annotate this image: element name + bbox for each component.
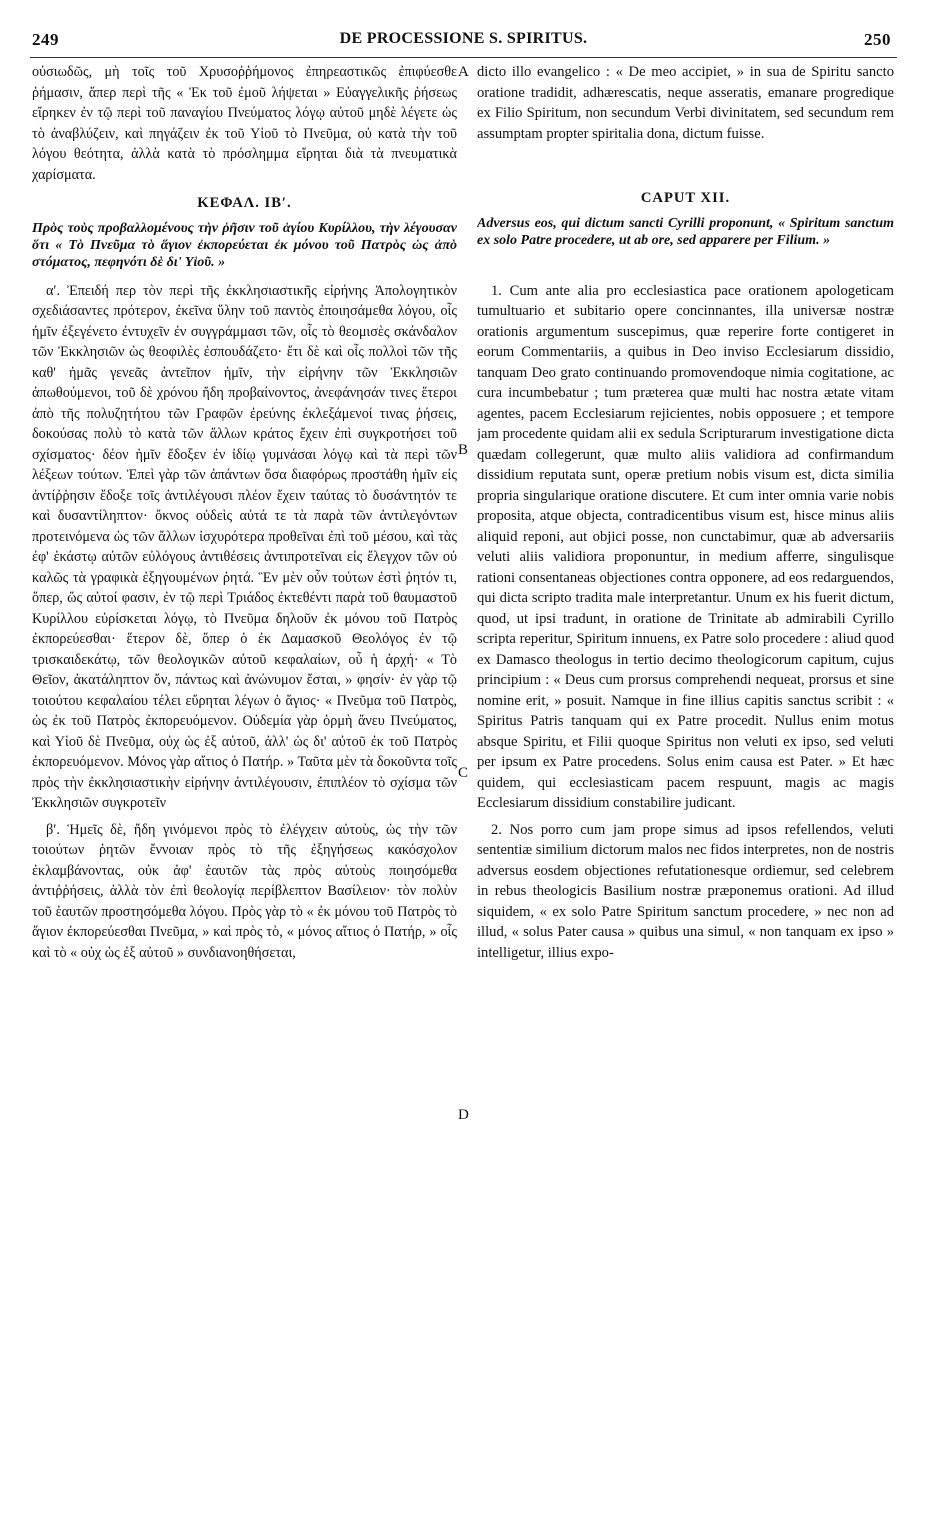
margin-letter-a: A	[458, 64, 469, 80]
margin-letter-c: C	[458, 765, 469, 781]
greek-paragraph-1: αʹ. Ἐπειδή περ τὸν περὶ τῆς ἐκκλησιαστικῆς εἰρήνης Ἀπολογητικὸν σχεδιάσαντες πρότερον, ἐκεῖνα ὕλην τοῦ παντὸς ἐποιησάμεθα λόγου, οἷς ἡμῖν ἐξεγένετο ἐντυχεῖν ἐν συγγράμμασι τῶν, οἷς τὸ θεομισὲς σκάνδαλον τῶν Ἐκκλησιῶν ὡς θεοφιλὲς ἐσπουδάζετο· ἔτι δὲ καὶ οἷς πολλοὶ τῶν τῆς καθ' ἡμᾶς γενεᾶς ἀντεῖπον ἡμῖν, τὴν εἰρήνην τῶν Ἐκκλησιῶν ἀπωθούμενοι, τοῦ δὲ χρόνου ἤδη προβαίνοντος, ἀνεφάνησάν τινες ἕτεροι ἀπὸ τῆς πολυζητήτου τῶν Γραφῶν ἐρεύνης ἐκλεξάμενοί τινας ῥήσεις, δοκούσας πολὺ τὸ κατὰ τῶν ἄλλων κράτος ἔχειν ἐπὶ συγκροτήσει τοῦ σχίσματος· δέον ἡμῖν ἔδοξεν ἐν ἰδίῳ γυμνάσαι λόγῳ καὶ τὰ περὶ τῶν λέξεων τούτων. Ἐπεὶ γὰρ τῶν ἁπάντων ὅσα διαφόρως προστάθη ἡμῖν εἰς ἀντίῤῥησιν ἔδοξε τοῖς ἀντιλέγουσι πλέον ἔχειν ταύτας τὸ δυσάντητόν τε καὶ δυσαντίληπτον· ὄκνος οὐδεὶς αὐτά τε τὰ παρὰ τῶν ἀντιλεγόντων προτεινόμενα ὡς τῶν ἄλλων ἰσχυρότερα προθεῖναι ἐπὶ τοῦ μέσου, καὶ τὰς ἐφ' ἑκάστῳ αὐτῶν εὐλόγους ἀντιθέσεις ἀντιπροτεῖναι εἰς ἔλεγχον τῶν οὐ καλῶς τὰ γραφικὰ ἐξηγουμένων ῥητά. Ἓν μὲν οὖν τούτων ἐστὶ ῥητόν τι, ὅπερ, ὥς αὐτοί φασιν, ἐν τῷ περὶ Τριάδος ἐκτεθέντι παρὰ τοῦ θαυμαστοῦ Κυρίλλου εὑρίσκεται λόγῳ, τὸ Πνεῦμα δηλοῦν ἐκ μόνου τοῦ Πατρὸς ἐκπορεύεσθαι· ἕτερον δὲ, ὅπερ ὁ ἐκ Δαμασκοῦ Θεολόγος ἐν τῷ τρισκαιδεκάτῳ, τῶν θεολογικῶν αὐτοῦ κεφαλαίων, οὗ ἡ ἀρχή· « Τὸ Θεῖον, ἀκατάληπτον ὄν, πάντως καὶ ἀνώνυμον ἔσται, » φησίν· ἐν γὰρ τῷ τοιούτου κεφαλαίου τέλει εὔρηται λέγων ὁ ἅγιος· « Πνεῦμα τοῦ Πατρὸς, ὡς ἐκ τοῦ Πατρὸς ἐκπορευόμενον. Οὐδεμία γὰρ ὁρμὴ ἄνευ Πνεύματος, καὶ Υἱοῦ δὲ Πνεῦμα, οὐχ ὡς ἐξ αὐτοῦ, ἀλλ' ὡς δι' αὐτοῦ ἐκ τοῦ Πατρὸς ἐκπορευόμενον. Μόνος γὰρ αἴτιος ὁ Πατήρ. » Ταῦτα μὲν τὰ δοκοῦντα τοῖς πρὸς τὴν ἐκκλησιαστικὴν εἰρήνην ἀντιλέγουσιν, ἐπιπλέον τὸ σχίσμα τῶν Ἐκκλησιῶν συγκροτεῖν	[32, 282, 457, 811]
latin-intro-paragraph: dicto illo evangelico : « De meo accipiet, » in sua de Spiritu sancto oratione tradidit, adhærescatis, neque asseratis, emanare progredique ex Filio Spiritum, non secundum Verbi divinitatem, sed secundum rem assumptam propter spiritalia dona, dictum fuisse.	[477, 64, 894, 142]
page-number-right: 250	[864, 30, 891, 49]
latin-paragraph-2: 2. Nos porro cum jam prope simus ad ipsos refellendos, veluti sententiæ similium dictorum malos nec fidos interpretes, non de nostris adversus eosdem objectiones refutationesque ordiemur, sed celebrem in rebus theologicis Basilium nostræ præponemus orationi. Ad illud siquidem, « ex solo Patre Spiritum sanctum procedere, » nec non ad illud, « solus Pater causa » quibus una simul, « non tanquam ex ipso » intelligetur, illius expo-	[477, 821, 894, 961]
greek-chapter-subtitle: Πρὸς τοὺς προβαλλομένους τὴν ῥῆσιν τοῦ ἁγίου Κυρίλλου, τὴν λέγουσαν ὅτι « Τὸ Πνεῦμα τὸ ἅγιον ἐκπορεύεται ἐκ μόνου τοῦ Πατρὸς ὡς ἀπὸ στόματος, πεφηνότι δὲ δι' Υἱοῦ. »	[32, 220, 457, 270]
greek-paragraph-2: βʹ. Ἡμεῖς δὲ, ἤδη γινόμενοι πρὸς τὸ ἐλέγχειν αὐτοὺς, ὡς τὴν τῶν τοιούτων ῥητῶν ἔννοιαν πρὸς τὸ τῆς ἐξηγήσεως κακόσχολον ἐκλαμβάνοντας, οὐκ ἀφ' ἑαυτῶν τὰς πρὸς αὐτοὺς ποιησόμεθα ἀντιῤῥήσεις, ἀλλὰ τὸν ἐπὶ θεολογίᾳ περίβλεπτον Βασίλειον· τὸν πολὺν τοῦ ἑαυτῶν προστησόμεθα λόγου. Πρὸς γὰρ τὸ « ἐκ μόνου τοῦ Πατρὸς τὸ ἅγιον ἐκπορεύεσθαι Πνεῦμα, » καὶ πρὸς τὸ, « μόνος αἴτιος ὁ Πατήρ, » οἷς καὶ τὸ « οὐχ ὡς ἐξ αὐτοῦ » συνδιανοηθήσεται,	[32, 821, 457, 961]
greek-column	[32, 62, 457, 1532]
page-number-left: 249	[32, 30, 59, 49]
latin-column	[477, 62, 894, 1532]
latin-chapter-subtitle: Adversus eos, qui dictum sancti Cyrilli proponunt, « Spiritum sanctum ex solo Patre procedere, ut ab ore, sed apparere per Filium. »	[477, 215, 894, 248]
greek-chapter-heading: ΚΕΦΑΛ. ΙΒʹ.	[197, 195, 292, 211]
margin-letter-d: D	[458, 1107, 469, 1123]
running-header	[0, 30, 927, 56]
running-title: DE PROCESSIONE S. SPIRITUS.	[339, 30, 588, 47]
greek-intro-paragraph: οὐσιωδῶς, μὴ τοῖς τοῦ Χρυσοῤῥήμονος ἐπηρεαστικῶς ἐπιφύεσθε ῥήμασιν, ἅπερ περὶ τῆς « Ἐκ τοῦ ἐμοῦ λήψεται » Εὐαγγελικῆς ῥήσεως εἴρηκεν ἐν τῷ περὶ τοῦ παναγίου Πνεύματος λόγῳ αὐτοῦ μηδὲ λέγετε ὡς τὸ ἀναβλύζειν, καὶ πηγάζειν ἐκ τοῦ Υἱοῦ τὸ Πνεῦμα, οὐ κατὰ τὴν τοῦ λόγου θεότητα, ἀλλὰ κατὰ τὸ πρόσλημμα εἴρηται διὰ τὰ πνευματικὰ χαρίσματα.	[32, 64, 457, 183]
margin-letter-b: B	[458, 442, 469, 458]
latin-chapter-heading: CAPUT XII.	[640, 190, 731, 206]
latin-paragraph-1: 1. Cum ante alia pro ecclesiastica pace orationem apologeticam tumultuario et subitario opere concinnantes, illa universæ nostræ orationis argumentum suscepimus, quæ reperire forte contigeret in eorum Commentariis, a quibus in Deo inviso Ecclesiarum dissidio, tanquam Deo grato continuando promovendoque nimia cogitatione, ac cura incumbebatur ; tum præterea quæ multi hac nostra ætate vitam agentes, pacem Ecclesiarum rejicientes, nobis opposuere ; et tempore jam procedente quidam alii ex sedula Scripturarum investigatione dicta quædam collegerunt, quæ multo aliis validiora ad confirmandum dissidium reputata sunt, operæ pretium nobis visum est, dicta similia propria singularique oratione discutere. Et cum inter omnia varie nobis proposita, atque objecta, contradicentibus visum est, hisce minus aliis aliquid reponi, aut objici posse, non cunctabimur, quæ ab adversariis veluti aliis validiora proponuntur, in medium afferre, singulisque rationi consentaneas objectiones contra opponere, ad eos redarguendos, qui dicta scripto tradita male interpretantur. Unum ex his fuerit dictum, quod, ut ipsi tradunt, in oratione de Trinitate ab admirabili Cyrillo scripta reperitur, Spiritum innuens, ex Patre solo procedere : aliud quod ex Damasco theologus in tertio decimo theologicorum capitum, cujus principium : « Deus cum prorsus comprehendi nequeat, prorsus et sine nomine erit, » posuit. Namque in fine illius capitis sanctus scribit : « Spiritus Patris tanquam qui ex Patre procedit. Nullus enim motus absque Spiritu, et Filii quoque Spiritus non veluti ex ipso, sed veluti per ipsum ex Patre procedens. Solus enim causa est Pater. » Et hæc quidem, qui ecclesiasticam pacem respuunt, magis ac magis Ecclesiarum dissidium constabilire judicant.	[477, 282, 894, 811]
header-rule	[30, 57, 897, 58]
